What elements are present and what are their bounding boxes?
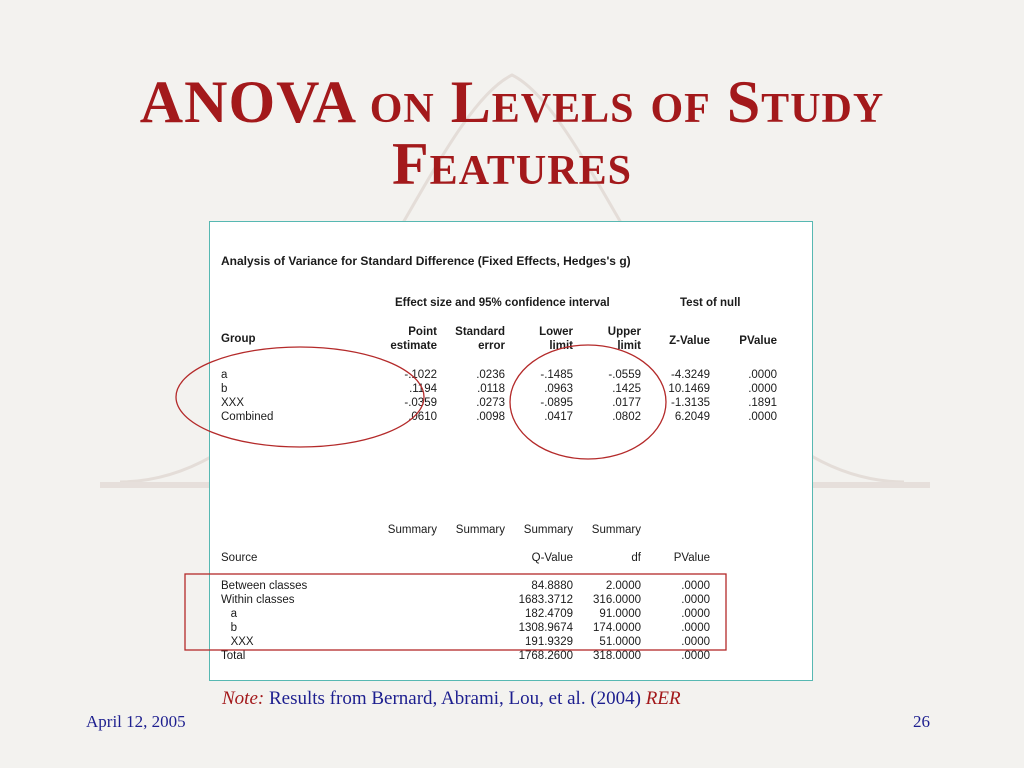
note-text: Results from Bernard, Abrami, Lou, et al. (2004) — [268, 688, 641, 709]
row-p: .0000 — [681, 594, 710, 606]
col-upper-1: Upper — [607, 326, 641, 338]
row-df: 2.0000 — [605, 580, 641, 592]
row-source: Total — [221, 650, 246, 662]
row-q: 182.4709 — [525, 608, 573, 620]
row-group: a — [221, 369, 228, 381]
row-upper: .1425 — [612, 383, 641, 395]
row-q: 84.8880 — [531, 580, 573, 592]
col-upper-2: limit — [617, 340, 641, 352]
summary-label-1: Summary — [387, 524, 437, 536]
col-source: Source — [221, 552, 258, 564]
col-group: Group — [221, 333, 256, 345]
col-lower-1: Lower — [539, 326, 573, 338]
row-lower: .0417 — [544, 411, 573, 423]
row-se: .0236 — [476, 369, 505, 381]
row-z: -1.3135 — [670, 397, 710, 409]
row-df: 91.0000 — [599, 608, 641, 620]
col-p-value-2: PValue — [673, 552, 710, 564]
col-q-value: Q-Value — [531, 552, 573, 564]
row-lower: .0963 — [544, 383, 573, 395]
row-q: 191.9329 — [525, 636, 573, 648]
row-source: a — [221, 608, 237, 620]
row-p: .0000 — [748, 411, 777, 423]
row-upper: .0802 — [612, 411, 641, 423]
footer-date: April 12, 2005 — [86, 712, 186, 731]
col-se-2: error — [478, 340, 505, 352]
col-point-1: Point — [408, 326, 437, 338]
row-upper: .0177 — [612, 397, 641, 409]
row-upper: -.0559 — [608, 369, 641, 381]
summary-label-3: Summary — [523, 524, 573, 536]
anova-table-figure — [209, 221, 813, 681]
header-ci: Effect size and 95% confidence interval — [395, 297, 610, 309]
row-q: 1308.9674 — [518, 622, 573, 634]
page-number: 26 — [913, 712, 930, 731]
row-q: 1683.3712 — [518, 594, 573, 606]
source-note — [222, 688, 681, 710]
row-lower: -.0895 — [540, 397, 573, 409]
slide-title — [0, 69, 1024, 197]
row-group: Combined — [221, 411, 274, 423]
row-lower: -.1485 — [540, 369, 573, 381]
row-p: .1891 — [748, 397, 777, 409]
row-point: .1194 — [409, 383, 437, 395]
row-p: .0000 — [681, 622, 710, 634]
col-p-value: PValue — [739, 335, 777, 347]
note-journal: RER — [645, 688, 681, 709]
title-line-2: Features — [392, 131, 632, 197]
row-df: 316.0000 — [593, 594, 641, 606]
row-p: .0000 — [748, 383, 777, 395]
row-p: .0000 — [681, 608, 710, 620]
row-p: .0000 — [681, 636, 710, 648]
row-source: Between classes — [221, 580, 308, 592]
row-se: .0273 — [476, 397, 505, 409]
row-source: Within classes — [221, 594, 295, 606]
col-se-1: Standard — [455, 326, 505, 338]
col-point-2: estimate — [390, 340, 437, 352]
row-group: b — [221, 383, 228, 395]
row-source: XXX — [221, 636, 254, 648]
summary-label-2: Summary — [455, 524, 505, 536]
row-q: 1768.2600 — [518, 650, 573, 662]
note-label: Note: — [222, 688, 265, 709]
row-p: .0000 — [681, 580, 710, 592]
row-se: .0098 — [476, 411, 505, 423]
col-df: df — [631, 552, 641, 564]
row-z: 6.2049 — [674, 411, 710, 423]
row-group: XXX — [221, 397, 245, 409]
table1-caption: Analysis of Variance for Standard Difference (Fixed Effects, Hedges's g) — [221, 254, 631, 268]
title-line-1: ANOVA on Levels of Study — [139, 69, 885, 135]
row-se: .0118 — [477, 383, 505, 395]
row-p: .0000 — [748, 369, 777, 381]
summary-label-4: Summary — [591, 524, 641, 536]
row-p: .0000 — [681, 650, 710, 662]
row-point: -.1022 — [404, 369, 437, 381]
row-z: 10.1469 — [668, 383, 710, 395]
row-df: 51.0000 — [599, 636, 641, 648]
col-z-value: Z-Value — [669, 335, 710, 347]
row-df: 174.0000 — [593, 622, 641, 634]
row-point: -.0359 — [404, 397, 437, 409]
row-z: -4.3249 — [670, 369, 710, 381]
row-source: b — [221, 622, 237, 634]
header-null-test: Test of null — [680, 297, 741, 309]
col-lower-2: limit — [549, 340, 573, 352]
row-point: .0610 — [408, 411, 437, 423]
row-df: 318.0000 — [593, 650, 641, 662]
